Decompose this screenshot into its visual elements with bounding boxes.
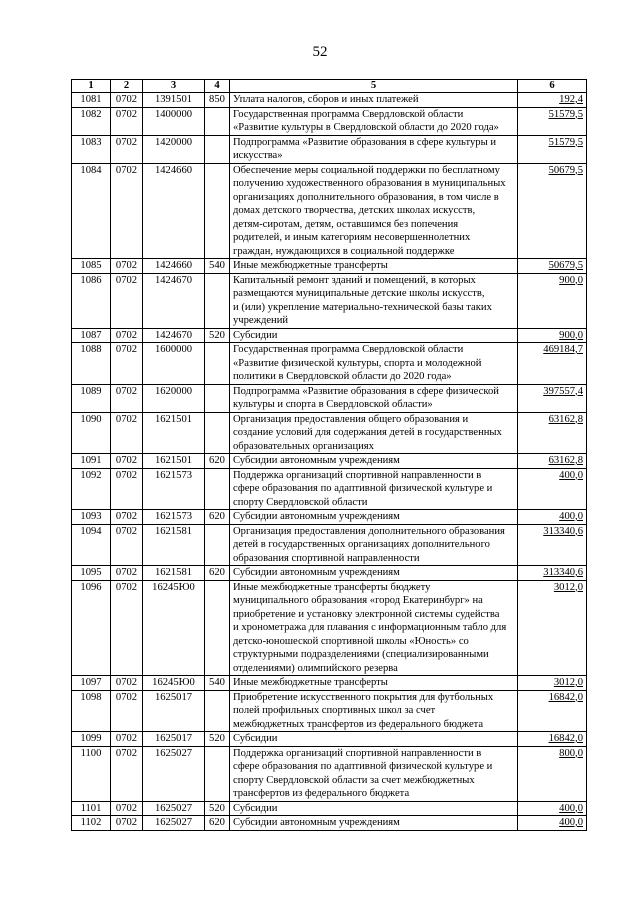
description-line: Подпрограмма «Развитие образования в сфере культуры и xyxy=(233,136,497,148)
description-line: создание условий для содержания детей в государственных xyxy=(233,427,502,438)
description xyxy=(230,343,518,385)
header-cell: 4 xyxy=(205,80,230,93)
table-row xyxy=(72,328,587,343)
expense-type-code: 620 xyxy=(205,566,230,581)
section-code: 0702 xyxy=(111,343,143,385)
section-code: 0702 xyxy=(111,454,143,469)
description-line: искусства» xyxy=(233,150,283,161)
section-code: 0702 xyxy=(111,746,143,801)
expense-type-code xyxy=(205,343,230,385)
section-code: 0702 xyxy=(111,676,143,691)
amount: 3012,0 xyxy=(553,677,583,688)
description-line: Субсидии автономным учреждениям xyxy=(233,567,400,578)
description-line: структурными подразделениями (специализированными xyxy=(233,649,489,660)
amount-cell xyxy=(518,93,587,108)
expense-type-code: 850 xyxy=(205,93,230,108)
row-number: 1094 xyxy=(72,524,111,566)
table-row xyxy=(72,468,587,510)
row-number: 1085 xyxy=(72,259,111,274)
row-number: 1086 xyxy=(72,273,111,328)
row-number: 1084 xyxy=(72,163,111,259)
amount-cell xyxy=(518,412,587,454)
header-row xyxy=(72,80,587,93)
amount: 900,0 xyxy=(559,329,583,341)
description xyxy=(230,580,518,676)
row-number: 1087 xyxy=(72,328,111,343)
amount: 16842,0 xyxy=(548,691,583,703)
amount-cell xyxy=(518,135,587,163)
amount-cell xyxy=(518,328,587,343)
row-number: 1088 xyxy=(72,343,111,385)
expense-type-code xyxy=(205,746,230,801)
row-number: 1098 xyxy=(72,690,111,732)
description-line: детей в государственных организациях дополнительного xyxy=(233,539,490,550)
expense-type-code: 620 xyxy=(205,454,230,469)
description xyxy=(230,566,518,581)
target-article-code: 1621573 xyxy=(143,510,205,525)
description-line: Организация предоставления дополнительного образования xyxy=(233,525,505,537)
description-line: Иные межбюджетные трансферты xyxy=(233,260,388,271)
amount: 50679,5 xyxy=(548,164,583,176)
amount: 63162,8 xyxy=(548,413,583,425)
amount: 51579,5 xyxy=(548,108,583,120)
section-code: 0702 xyxy=(111,524,143,566)
header-cell: 6 xyxy=(518,80,587,93)
target-article-code: 16245Ю0 xyxy=(143,580,205,676)
section-code: 0702 xyxy=(111,412,143,454)
expense-type-code xyxy=(205,107,230,135)
table-row xyxy=(72,454,587,469)
description-line: Подпрограмма «Развитие образования в сфере физической xyxy=(233,385,499,397)
description xyxy=(230,107,518,135)
description-line: получению художественного образования в муниципальных xyxy=(233,178,506,189)
amount: 50679,5 xyxy=(548,260,583,271)
description xyxy=(230,93,518,108)
section-code: 0702 xyxy=(111,273,143,328)
description xyxy=(230,412,518,454)
description-line: полей профильных спортивных школ за счет xyxy=(233,705,436,716)
table-row xyxy=(72,135,587,163)
row-number: 1095 xyxy=(72,566,111,581)
amount-cell xyxy=(518,746,587,801)
amount: 469184,7 xyxy=(543,344,583,355)
expense-type-code xyxy=(205,468,230,510)
description xyxy=(230,454,518,469)
row-number: 1081 xyxy=(72,93,111,108)
description-line: «Развитие физической культуры, спорта и молодежной xyxy=(233,357,482,369)
description-line: Поддержка организаций спортивной направленности в xyxy=(233,747,482,759)
amount: 313340,6 xyxy=(543,525,583,537)
amount-cell xyxy=(518,163,587,259)
description-line: организациях дополнительного образования, в том числе в xyxy=(233,191,499,203)
description-line: Субсидии xyxy=(233,733,278,744)
description-line: Субсидии автономным учреждениям xyxy=(233,511,400,522)
description-line: Иные межбюджетные трансферты бюджету xyxy=(233,581,431,593)
amount-cell xyxy=(518,732,587,747)
section-code: 0702 xyxy=(111,135,143,163)
description-line: Субсидии автономным учреждениям xyxy=(233,455,400,466)
table-row xyxy=(72,107,587,135)
expense-type-code: 540 xyxy=(205,259,230,274)
row-number: 1102 xyxy=(72,816,111,831)
expense-type-code: 540 xyxy=(205,676,230,691)
description xyxy=(230,676,518,691)
target-article-code: 1625017 xyxy=(143,690,205,732)
expense-type-code xyxy=(205,163,230,259)
target-article-code: 1424670 xyxy=(143,328,205,343)
expense-type-code xyxy=(205,273,230,328)
section-code: 0702 xyxy=(111,732,143,747)
target-article-code: 1625027 xyxy=(143,801,205,816)
description xyxy=(230,468,518,510)
description-line: муниципального образования «город Екатеринбург» на xyxy=(233,595,483,606)
amount-cell xyxy=(518,676,587,691)
description xyxy=(230,816,518,831)
expense-type-code: 520 xyxy=(205,732,230,747)
table-row xyxy=(72,93,587,108)
row-number: 1101 xyxy=(72,801,111,816)
table-row xyxy=(72,163,587,259)
target-article-code: 1400000 xyxy=(143,107,205,135)
expense-type-code: 520 xyxy=(205,328,230,343)
description-line: Организация предоставления общего образования и xyxy=(233,413,469,425)
expense-type-code: 620 xyxy=(205,510,230,525)
table-row xyxy=(72,746,587,801)
section-code: 0702 xyxy=(111,107,143,135)
header-cell: 2 xyxy=(111,80,143,93)
target-article-code: 1424660 xyxy=(143,259,205,274)
description-line: культуры и спорта в Свердловской области» xyxy=(233,399,433,410)
amount: 313340,6 xyxy=(543,567,583,578)
row-number: 1096 xyxy=(72,580,111,676)
description xyxy=(230,746,518,801)
description-line: образовательных организациях xyxy=(233,440,374,452)
target-article-code: 1625027 xyxy=(143,746,205,801)
description-line: Государственная программа Свердловской области xyxy=(233,108,464,120)
description xyxy=(230,524,518,566)
table-row xyxy=(72,690,587,732)
target-article-code: 16245Ю0 xyxy=(143,676,205,691)
amount-cell xyxy=(518,580,587,676)
expense-type-code xyxy=(205,135,230,163)
description-line: учреждений xyxy=(233,315,289,326)
description-line: сфере образования по адаптивной физической культуре и xyxy=(233,483,493,494)
expense-type-code xyxy=(205,384,230,412)
row-number: 1097 xyxy=(72,676,111,691)
target-article-code: 1420000 xyxy=(143,135,205,163)
row-number: 1083 xyxy=(72,135,111,163)
description-line: Субсидии xyxy=(233,329,278,341)
description-line: «Развитие культуры в Свердловской области до 2020 года» xyxy=(233,122,499,133)
description-line: Обеспечение меры социальной поддержки по бесплатному xyxy=(233,164,500,176)
description-line: спорту Свердловской области xyxy=(233,496,368,508)
amount-cell xyxy=(518,384,587,412)
description-line: размещаются муниципальные детские школы искусств, xyxy=(233,288,485,299)
section-code: 0702 xyxy=(111,690,143,732)
section-code: 0702 xyxy=(111,163,143,259)
description-line: Субсидии автономным учреждениям xyxy=(233,817,400,828)
expense-type-code: 520 xyxy=(205,801,230,816)
description-line: и (или) укрепление материально-технической базы таких xyxy=(233,301,492,313)
table-row xyxy=(72,273,587,328)
amount: 397557,4 xyxy=(543,385,583,397)
section-code: 0702 xyxy=(111,801,143,816)
amount-cell xyxy=(518,259,587,274)
description-line: приобретение и установку электронной системы судейства xyxy=(233,608,500,620)
expense-type-code xyxy=(205,412,230,454)
table-row xyxy=(72,259,587,274)
row-number: 1090 xyxy=(72,412,111,454)
amount-cell xyxy=(518,566,587,581)
description xyxy=(230,135,518,163)
table-row xyxy=(72,384,587,412)
table-row xyxy=(72,816,587,831)
table-row xyxy=(72,580,587,676)
description-line: Приобретение искусственного покрытия для футбольных xyxy=(233,691,494,703)
description-line: Поддержка организаций спортивной направленности в xyxy=(233,469,482,481)
description xyxy=(230,732,518,747)
description-line: образования спортивной направленности xyxy=(233,552,420,564)
amount-cell xyxy=(518,524,587,566)
amount-cell xyxy=(518,690,587,732)
target-article-code: 1424670 xyxy=(143,273,205,328)
row-number: 1089 xyxy=(72,384,111,412)
expense-type-code: 620 xyxy=(205,816,230,831)
description-line: межбюджетных трансфертов из федерального бюджета xyxy=(233,718,484,730)
description-line: сфере образования по адаптивной физической культуре и xyxy=(233,761,493,772)
target-article-code: 1625027 xyxy=(143,816,205,831)
target-article-code: 1424660 xyxy=(143,163,205,259)
description xyxy=(230,328,518,343)
amount: 51579,5 xyxy=(548,136,583,148)
section-code: 0702 xyxy=(111,259,143,274)
row-number: 1099 xyxy=(72,732,111,747)
section-code: 0702 xyxy=(111,93,143,108)
description-line: Иные межбюджетные трансферты xyxy=(233,677,388,688)
table-row xyxy=(72,343,587,385)
row-number: 1091 xyxy=(72,454,111,469)
amount: 63162,8 xyxy=(548,455,583,466)
amount: 400,0 xyxy=(559,817,583,828)
description xyxy=(230,259,518,274)
header-cell: 3 xyxy=(143,80,205,93)
target-article-code: 1621573 xyxy=(143,468,205,510)
section-code: 0702 xyxy=(111,566,143,581)
expense-type-code xyxy=(205,524,230,566)
table-row xyxy=(72,412,587,454)
amount: 800,0 xyxy=(559,747,583,759)
amount-cell xyxy=(518,454,587,469)
page-number: 52 xyxy=(312,44,328,60)
description xyxy=(230,510,518,525)
description xyxy=(230,384,518,412)
amount: 400,0 xyxy=(559,469,583,481)
description xyxy=(230,273,518,328)
amount-cell xyxy=(518,343,587,385)
amount-cell xyxy=(518,801,587,816)
description-line: Уплата налогов, сборов и иных платежей xyxy=(233,94,419,105)
description-line: трансфертов из федерального бюджета xyxy=(233,788,410,799)
section-code: 0702 xyxy=(111,468,143,510)
section-code: 0702 xyxy=(111,580,143,676)
section-code: 0702 xyxy=(111,510,143,525)
table-row xyxy=(72,732,587,747)
table-row xyxy=(72,676,587,691)
description-line: политики в Свердловской области до 2020 года» xyxy=(233,371,452,382)
header-cell: 1 xyxy=(72,80,111,93)
description xyxy=(230,801,518,816)
expense-type-code xyxy=(205,580,230,676)
budget-table xyxy=(71,79,587,831)
amount-cell xyxy=(518,510,587,525)
description-line: спорту Свердловской области за счет межбюджетных xyxy=(233,774,475,786)
target-article-code: 1391501 xyxy=(143,93,205,108)
amount-cell xyxy=(518,107,587,135)
amount: 16842,0 xyxy=(548,733,583,744)
description-line: родителей, и иным категориям несовершеннолетних xyxy=(233,232,471,243)
row-number: 1100 xyxy=(72,746,111,801)
target-article-code: 1621501 xyxy=(143,412,205,454)
description-line: отделениями) олимпийского резерва xyxy=(233,662,398,674)
description-line: детям-сиротам, детям, оставшимся без попечения xyxy=(233,218,459,230)
target-article-code: 1621501 xyxy=(143,454,205,469)
table-row xyxy=(72,510,587,525)
description xyxy=(230,690,518,732)
amount-cell xyxy=(518,468,587,510)
amount-cell xyxy=(518,816,587,831)
target-article-code: 1621581 xyxy=(143,524,205,566)
table-row xyxy=(72,524,587,566)
target-article-code: 1600000 xyxy=(143,343,205,385)
expense-type-code xyxy=(205,690,230,732)
table-row xyxy=(72,566,587,581)
row-number: 1092 xyxy=(72,468,111,510)
target-article-code: 1621581 xyxy=(143,566,205,581)
section-code: 0702 xyxy=(111,384,143,412)
description-line: домах детского творчества, детских школах искусств, xyxy=(233,205,476,216)
description-line: Капитальный ремонт зданий и помещений, в которых xyxy=(233,274,476,286)
row-number: 1082 xyxy=(72,107,111,135)
description xyxy=(230,163,518,259)
description-line: Субсидии xyxy=(233,802,278,814)
description-line: Государственная программа Свердловской области xyxy=(233,344,464,355)
amount: 192,4 xyxy=(559,94,583,105)
description-line: и хронометража для плавания с информационным табло для xyxy=(233,622,507,633)
table-body xyxy=(72,93,587,831)
amount: 400,0 xyxy=(559,511,583,522)
description-line: граждан, нуждающихся в социальной поддержке xyxy=(233,245,455,257)
table-row xyxy=(72,801,587,816)
amount: 900,0 xyxy=(559,274,583,286)
amount: 400,0 xyxy=(559,802,583,814)
section-code: 0702 xyxy=(111,328,143,343)
target-article-code: 1620000 xyxy=(143,384,205,412)
row-number: 1093 xyxy=(72,510,111,525)
description-line: детско-юношеской спортивной школы «Юность» со xyxy=(233,635,469,647)
amount-cell xyxy=(518,273,587,328)
header-cell: 5 xyxy=(230,80,518,93)
target-article-code: 1625017 xyxy=(143,732,205,747)
amount: 3012,0 xyxy=(553,581,583,593)
section-code: 0702 xyxy=(111,816,143,831)
